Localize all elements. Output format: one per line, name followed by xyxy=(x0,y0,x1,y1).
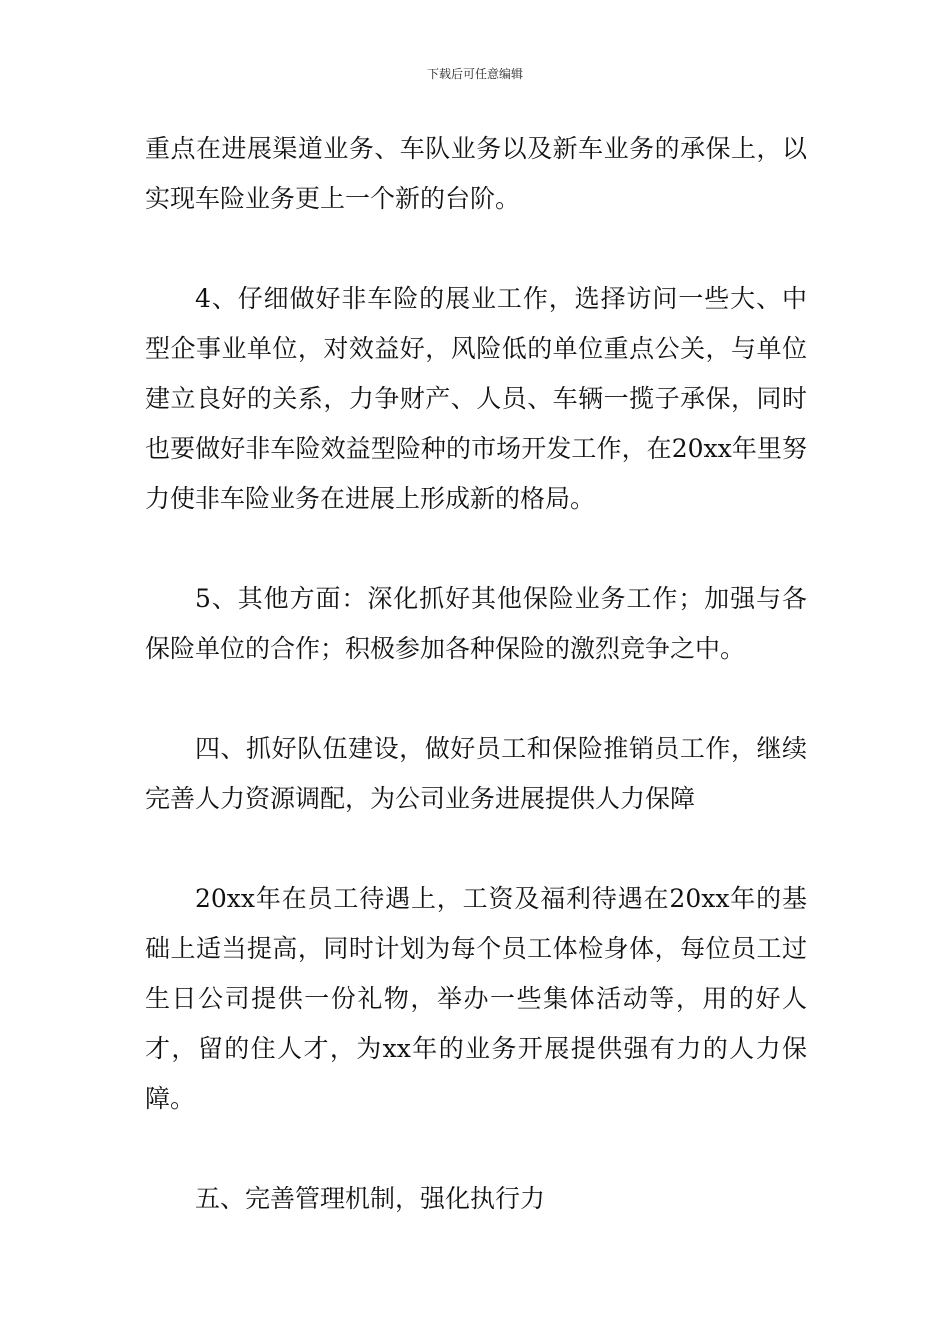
document-body xyxy=(145,124,807,1224)
paragraph-4: 20xx年在员工待遇上，工资及福利待遇在20xx年的基础上适当提高，同时计划为每个员工体检身体，每位员工过生日公司提供一份礼物，举办一些集体活动等，用的好人才，留的住人才，为xx年的业务开展提供强有力的人力保障。 xyxy=(145,884,807,1113)
section-heading-5: 五、完善管理机制，强化执行力 xyxy=(195,1184,546,1213)
paragraph-3: 5、其他方面：深化抓好其他保险业务工作；加强与各保险单位的合作；积极参加各种保险的激烈竞争之中。 xyxy=(145,584,807,663)
paragraph-2: 4、仔细做好非车险的展业工作，选择访问一些大、中型企事业单位，对效益好，风险低的单位重点公关，与单位建立良好的关系，力争财产、人员、车辆一揽子承保，同时也要做好非车险效益型险种的市场开发工作，在20xx年里努力使非车险业务在进展上形成新的格局。 xyxy=(145,284,807,513)
page-header-note: 下载后可任意编辑 xyxy=(426,67,523,81)
section-heading-4: 四、抓好队伍建设，做好员工和保险推销员工作，继续完善人力资源调配，为公司业务进展提供人力保障 xyxy=(145,734,807,813)
paragraph-1: 重点在进展渠道业务、车队业务以及新车业务的承保上，以实现车险业务更上一个新的台阶。 xyxy=(145,134,807,213)
